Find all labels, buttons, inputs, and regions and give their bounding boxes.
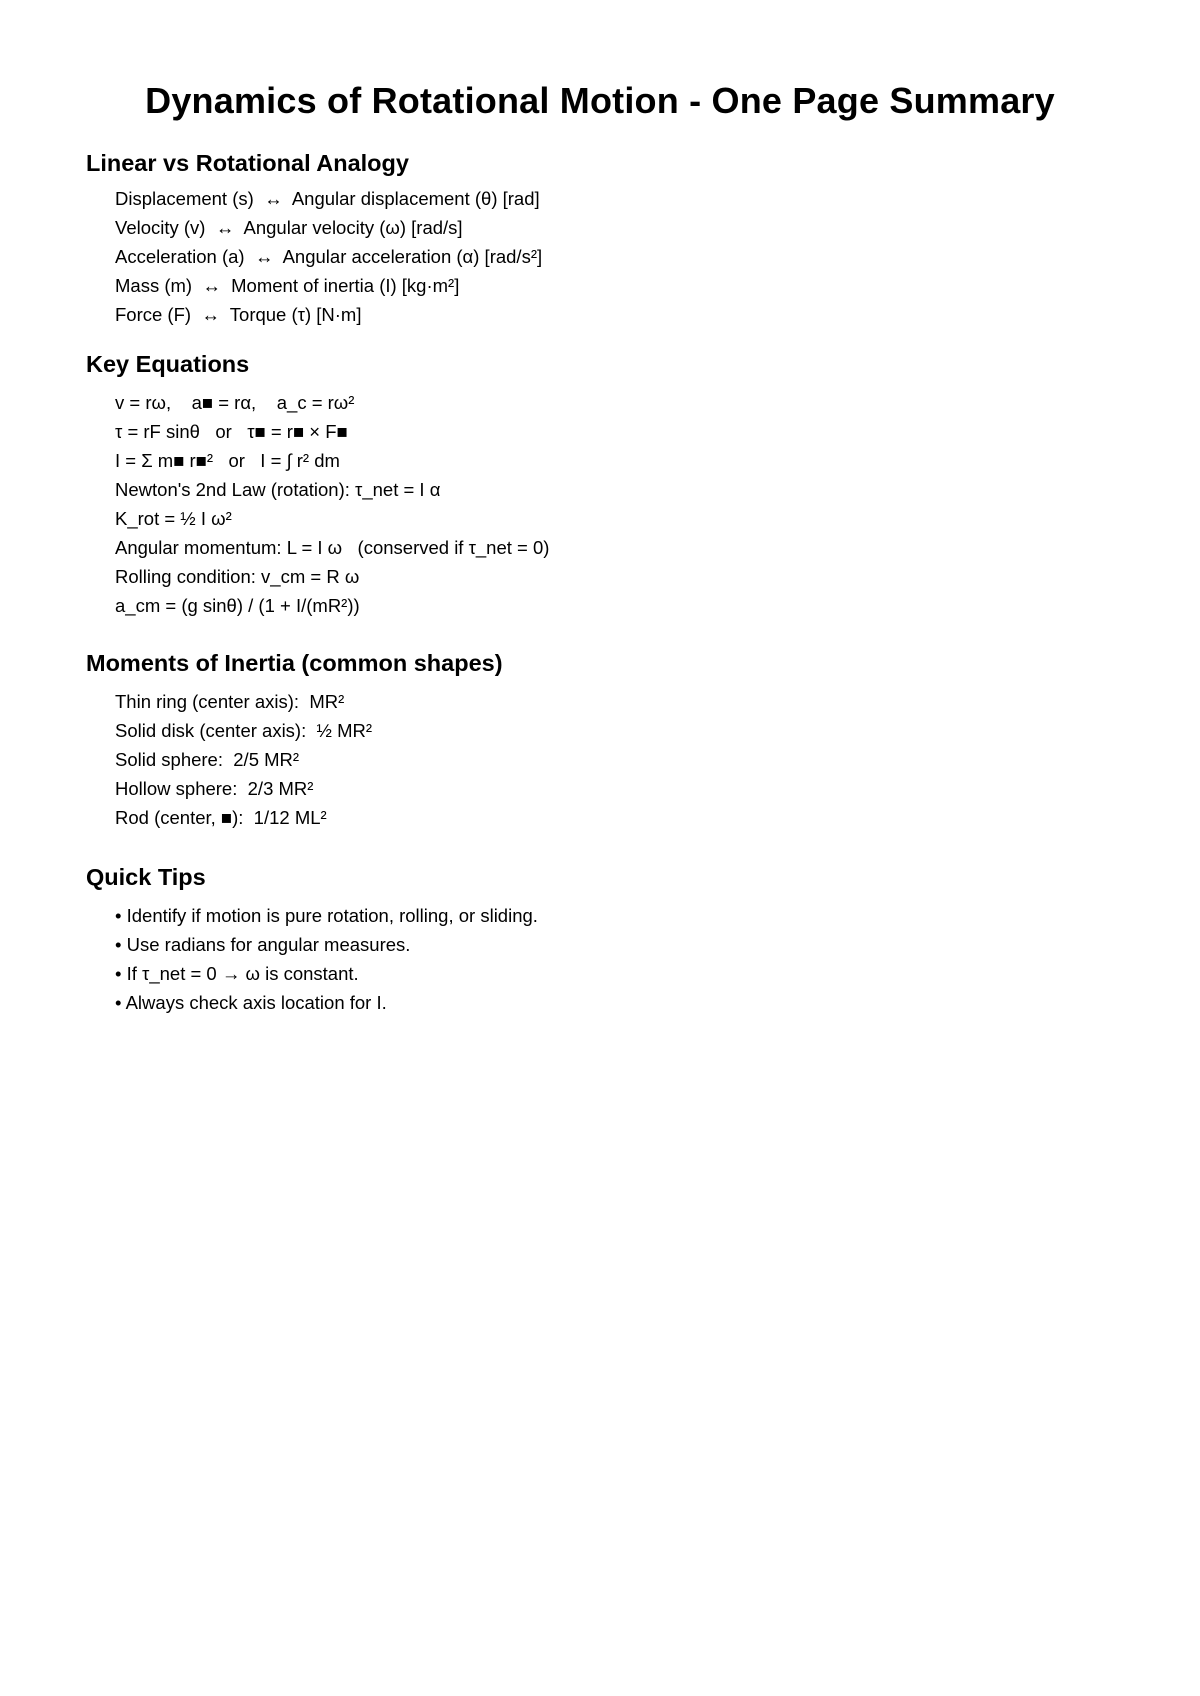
list-item: Solid disk (center axis): ½ MR² (115, 720, 373, 741)
analogy-list (86, 184, 1116, 329)
list-item: • Identify if motion is pure rotation, rolling, or sliding. (115, 905, 538, 926)
inertia-list (86, 687, 1116, 832)
list-item: Acceleration (a) ↔ Angular acceleration (α) [rad/s²] (115, 246, 543, 267)
list-item: Angular momentum: L = I ω (conserved if τ_net = 0) (115, 537, 550, 558)
section-key-equations (86, 349, 1116, 620)
section-heading: Moments of Inertia (common shapes) (86, 650, 503, 676)
list-item: Hollow sphere: 2/3 MR² (115, 778, 314, 799)
list-item: Displacement (s) ↔ Angular displacement (θ) [rad] (115, 188, 540, 209)
list-item: K_rot = ½ I ω² (115, 508, 232, 529)
equations-list (86, 388, 1116, 620)
page-title: Dynamics of Rotational Motion - One Page Summary (145, 80, 1055, 121)
section-heading: Key Equations (86, 351, 250, 377)
section-heading: Quick Tips (86, 864, 206, 890)
list-item: Thin ring (center axis): MR² (115, 691, 345, 712)
section-quick-tips (86, 862, 1116, 1017)
list-item: • Always check axis location for I. (115, 992, 387, 1013)
list-item: Velocity (v) ↔ Angular velocity (ω) [rad/s] (115, 217, 463, 238)
list-item: • Use radians for angular measures. (115, 934, 411, 955)
list-item: Solid sphere: 2/5 MR² (115, 749, 300, 770)
tips-list (86, 901, 1116, 1017)
list-item: • If τ_net = 0 → ω is constant. (115, 963, 359, 984)
list-item: a_cm = (g sinθ) / (1 + I/(mR²)) (115, 595, 360, 616)
list-item: Force (F) ↔ Torque (τ) [N·m] (115, 304, 362, 325)
list-item: Newton's 2nd Law (rotation): τ_net = I α (115, 479, 441, 500)
list-item: I = Σ m■ r■² or I = ∫ r² dm (115, 450, 340, 471)
section-linear-rotational-analogy (86, 148, 1116, 329)
list-item: τ = rF sinθ or τ■ = r■ × F■ (115, 421, 348, 442)
section-moments-of-inertia (86, 648, 1116, 832)
list-item: Rolling condition: v_cm = R ω (115, 566, 360, 587)
list-item: Rod (center, ■): 1/12 ML² (115, 807, 327, 828)
section-heading: Linear vs Rotational Analogy (86, 150, 409, 176)
list-item: Mass (m) ↔ Moment of inertia (I) [kg·m²] (115, 275, 460, 296)
list-item: v = rω, a■ = rα, a_c = rω² (115, 392, 355, 413)
